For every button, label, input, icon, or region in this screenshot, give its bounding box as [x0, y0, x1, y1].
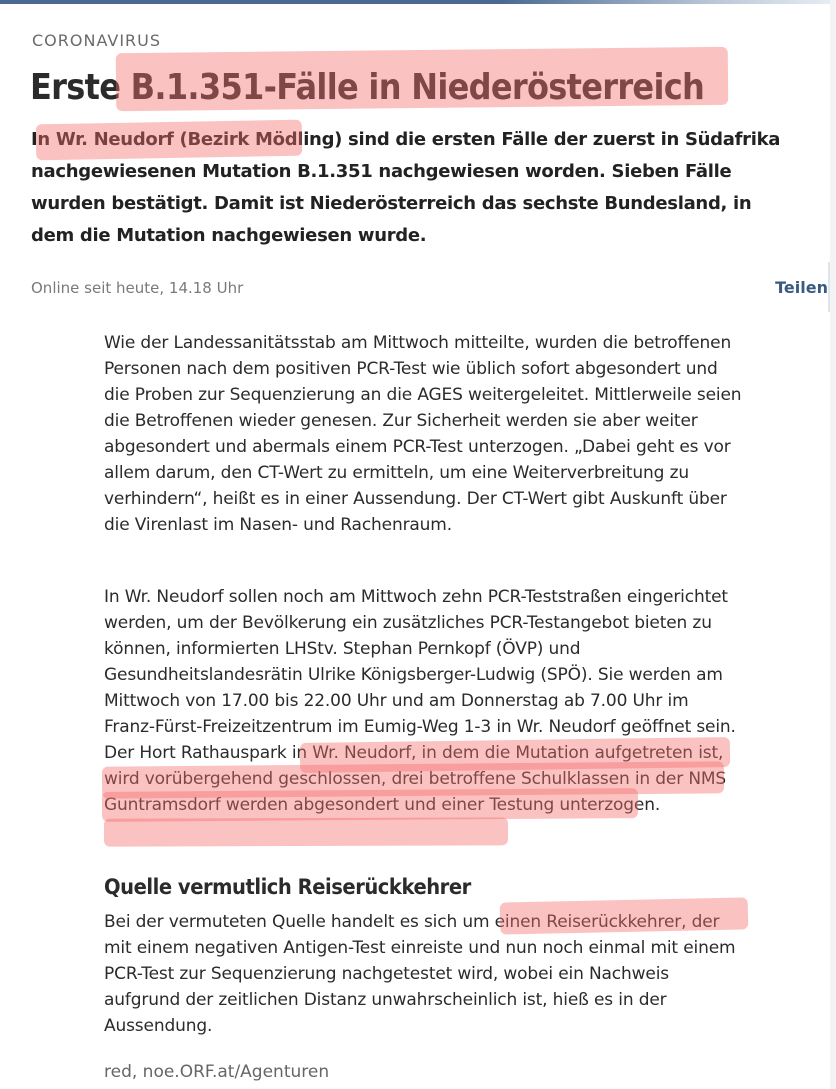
article-subheading: Quelle vermutlich Reiserückkehrer: [104, 875, 471, 899]
article-headline: Erste B.1.351-Fälle in Niederösterreich: [30, 67, 705, 108]
scroll-edge: [830, 0, 836, 1089]
body-paragraph-1: Wie der Landessanitätsstab am Mittwoch mitteilte, wurden die betroffenen Personen nach dem positiven PCR-Test wie üblich sofort abgesondert und die Proben zur Sequenzierung an die AGES weitergeleitet. Mittlerweile seien die Betroffenen wieder genesen. Zur Sicherheit werden sie aber weiter abgesondert und abermals einem PCR-Test unterzogen. „Dabei geht es vor allem darum, den CT-Wert zu ermitteln, um eine Weiterverbreitung zu verhindern“, heißt es in einer Aussendung. Der CT-Wert gibt Auskunft über die Virenlast im Nasen- und Rachenraum.: [104, 333, 742, 535]
highlight-hort-line-4: [104, 817, 508, 846]
top-accent-bar: [0, 0, 836, 4]
body-paragraph-2: In Wr. Neudorf sollen noch am Mittwoch zehn PCR-Teststraßen eingerichtet werden, um der Bevölkerung ein zusätzliches PCR-Testangebot bieten zu können, informierten LHStv. Stephan Pernkopf (ÖVP) und Gesundheitslandesrätin Ulrike Königsberger-Ludwig (SPÖ). Sie werden am Mittwoch von 17.00 bis 22.00 Uhr und am Donnerstag ab 7.00 Uhr im Franz-Fürst-Freizeitzentrum im Eumig-Weg 1-3 in Wr. Neudorf geöffnet sein. Der Hort Rathauspark in Wr. Neudorf, in dem die Mutation aufgetreten ist, wird vorübergehend geschlossen, drei betroffene Schulklassen in der NMS Guntramsdorf werden abgesondert und einer Testung unterzogen.: [104, 587, 736, 815]
share-button[interactable]: Teilen: [775, 278, 828, 297]
article-source: red, noe.ORF.at/Agenturen: [104, 1062, 330, 1082]
article-kicker: CORONAVIRUS: [32, 31, 162, 50]
published-timestamp: Online seit heute, 14.18 Uhr: [31, 279, 244, 297]
share-divider: [828, 262, 830, 312]
body-paragraph-3: Bei der vermuteten Quelle handelt es sich um einen Reiserückkehrer, der mit einem negativen Antigen-Test einreiste und nun noch einmal mit einem PCR-Test zur Sequenzierung nachgetestet wird, wobei ein Nachweis aufgrund der zeitlichen Distanz unwahrscheinlich ist, hieß es in der Aussendung.: [104, 912, 736, 1036]
article-lead: In Wr. Neudorf (Bezirk Mödling) sind die ersten Fälle der zuerst in Südafrika nachgewiesenen Mutation B.1.351 nachgewiesen worden. Sieben Fälle wurden bestätigt. Damit ist Niederösterreich das sechste Bundesland, in dem die Mutation nachgewiesen wurde.: [31, 129, 781, 246]
